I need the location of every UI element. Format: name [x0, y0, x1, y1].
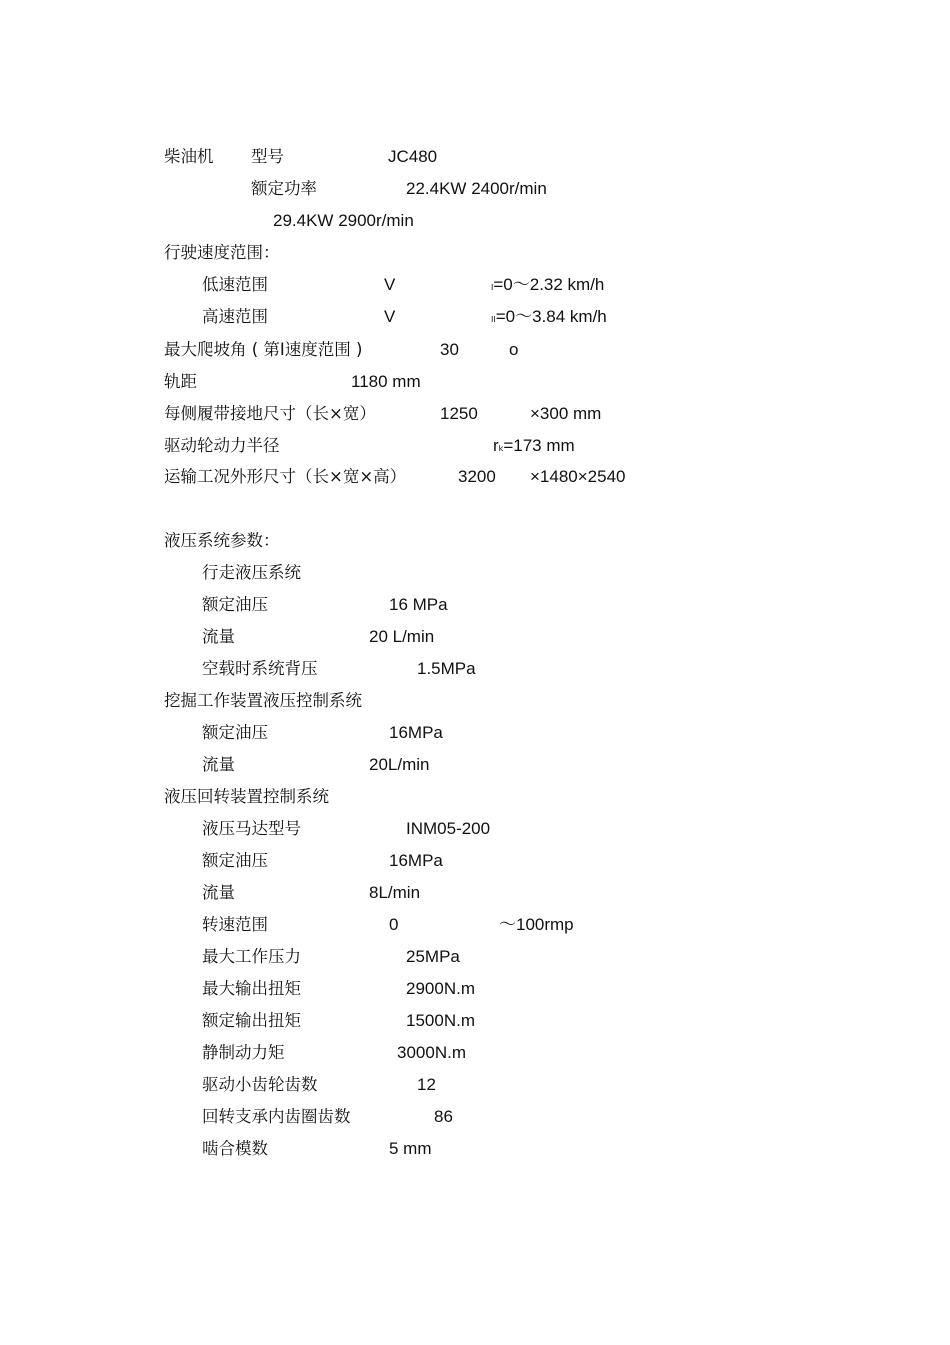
rotary-ratedt-label: 额定输出扭矩 — [202, 1011, 301, 1030]
rotary-ring-label: 回转支承内齿圈齿数 — [202, 1107, 351, 1126]
rotary-flow-label: 流量 — [202, 883, 235, 902]
high-speed-value: =0～3.84 km/h — [495, 307, 607, 326]
climb-label: 最大爬坡角 ( 第Ⅰ速度范围 ) — [164, 340, 363, 359]
rotary-pressure-value: 16MPa — [389, 851, 443, 870]
dig-pressure-value: 16MPa — [389, 723, 443, 742]
travel-pressure-value: 16 MPa — [389, 595, 448, 614]
climb-unit: o — [509, 340, 519, 359]
power-value-1: 22.4KW 2400r/min — [406, 179, 547, 198]
travel-flow-value: 20 L/min — [369, 627, 435, 646]
diesel-label: 柴油机 — [164, 147, 214, 166]
travel-pressure-label: 额定油压 — [202, 595, 268, 614]
rotary-maxt-label: 最大输出扭矩 — [202, 979, 301, 998]
model-label: 型号 — [251, 147, 284, 166]
track-label: 每侧履带接地尺寸（长×宽） — [164, 404, 376, 423]
rotary-static-label: 静制动力矩 — [202, 1043, 285, 1062]
high-speed-subscript: II — [491, 315, 496, 324]
low-speed-v: V — [384, 275, 396, 294]
rotary-ring-value: 86 — [434, 1107, 453, 1126]
rotary-speed-label: 转速范围 — [202, 915, 268, 934]
drive-value: =173 mm — [503, 436, 575, 455]
low-speed-label: 低速范围 — [202, 275, 268, 294]
high-speed-label: 高速范围 — [202, 307, 268, 326]
travel-flow-label: 流量 — [202, 627, 235, 646]
climb-value: 30 — [440, 340, 459, 359]
rotary-heading: 液压回转装置控制系统 — [164, 787, 329, 806]
track-value-2: ×300 mm — [530, 404, 602, 423]
drive-r: r — [493, 436, 499, 455]
rotary-motor-label: 液压马达型号 — [202, 819, 301, 838]
rotary-speed-value-2: ～100rmp — [499, 915, 574, 934]
rotary-flow-value: 8L/min — [369, 883, 421, 902]
rotary-static-value: 3000N.m — [397, 1043, 466, 1062]
rotary-speed-value-1: 0 — [389, 915, 399, 934]
travel-back-label: 空载时系统背压 — [202, 659, 318, 678]
rotary-pressure-label: 额定油压 — [202, 851, 268, 870]
rotary-module-label: 啮合模数 — [202, 1139, 268, 1158]
rotary-maxt-value: 2900N.m — [406, 979, 475, 998]
low-speed-subscript: I — [491, 283, 494, 292]
speed-heading: 行驶速度范围： — [164, 243, 280, 262]
dig-heading: 挖掘工作装置液压控制系统 — [164, 691, 362, 710]
high-speed-v: V — [384, 307, 396, 326]
travel-heading: 行走液压系统 — [202, 563, 301, 582]
travel-back-value: 1.5MPa — [417, 659, 476, 678]
drive-subscript: k — [498, 444, 504, 453]
rotary-motor-value: INM05-200 — [406, 819, 491, 838]
transport-value-2: ×1480×2540 — [530, 467, 626, 486]
rotary-maxp-label: 最大工作压力 — [202, 947, 301, 966]
low-speed-value: =0～2.32 km/h — [493, 275, 605, 294]
rotary-module-value: 5 mm — [389, 1139, 432, 1158]
power-value-2: 29.4KW 2900r/min — [273, 211, 414, 230]
gauge-value: 1180 mm — [351, 372, 421, 391]
track-value-1: 1250 — [440, 404, 478, 423]
gauge-label: 轨距 — [164, 372, 197, 391]
model-value: JC480 — [388, 147, 438, 166]
hydraulic-heading: 液压系统参数： — [164, 531, 280, 550]
rotary-maxp-value: 25MPa — [406, 947, 460, 966]
transport-value-1: 3200 — [458, 467, 496, 486]
rotary-pinion-value: 12 — [417, 1075, 436, 1094]
dig-flow-label: 流量 — [202, 755, 235, 774]
power-label: 额定功率 — [251, 179, 317, 198]
drive-label: 驱动轮动力半径 — [164, 436, 280, 455]
transport-label: 运输工况外形尺寸（长×宽×高） — [164, 467, 407, 486]
dig-flow-value: 20L/min — [369, 755, 430, 774]
rotary-ratedt-value: 1500N.m — [406, 1011, 475, 1030]
dig-pressure-label: 额定油压 — [202, 723, 268, 742]
rotary-pinion-label: 驱动小齿轮齿数 — [202, 1075, 318, 1094]
